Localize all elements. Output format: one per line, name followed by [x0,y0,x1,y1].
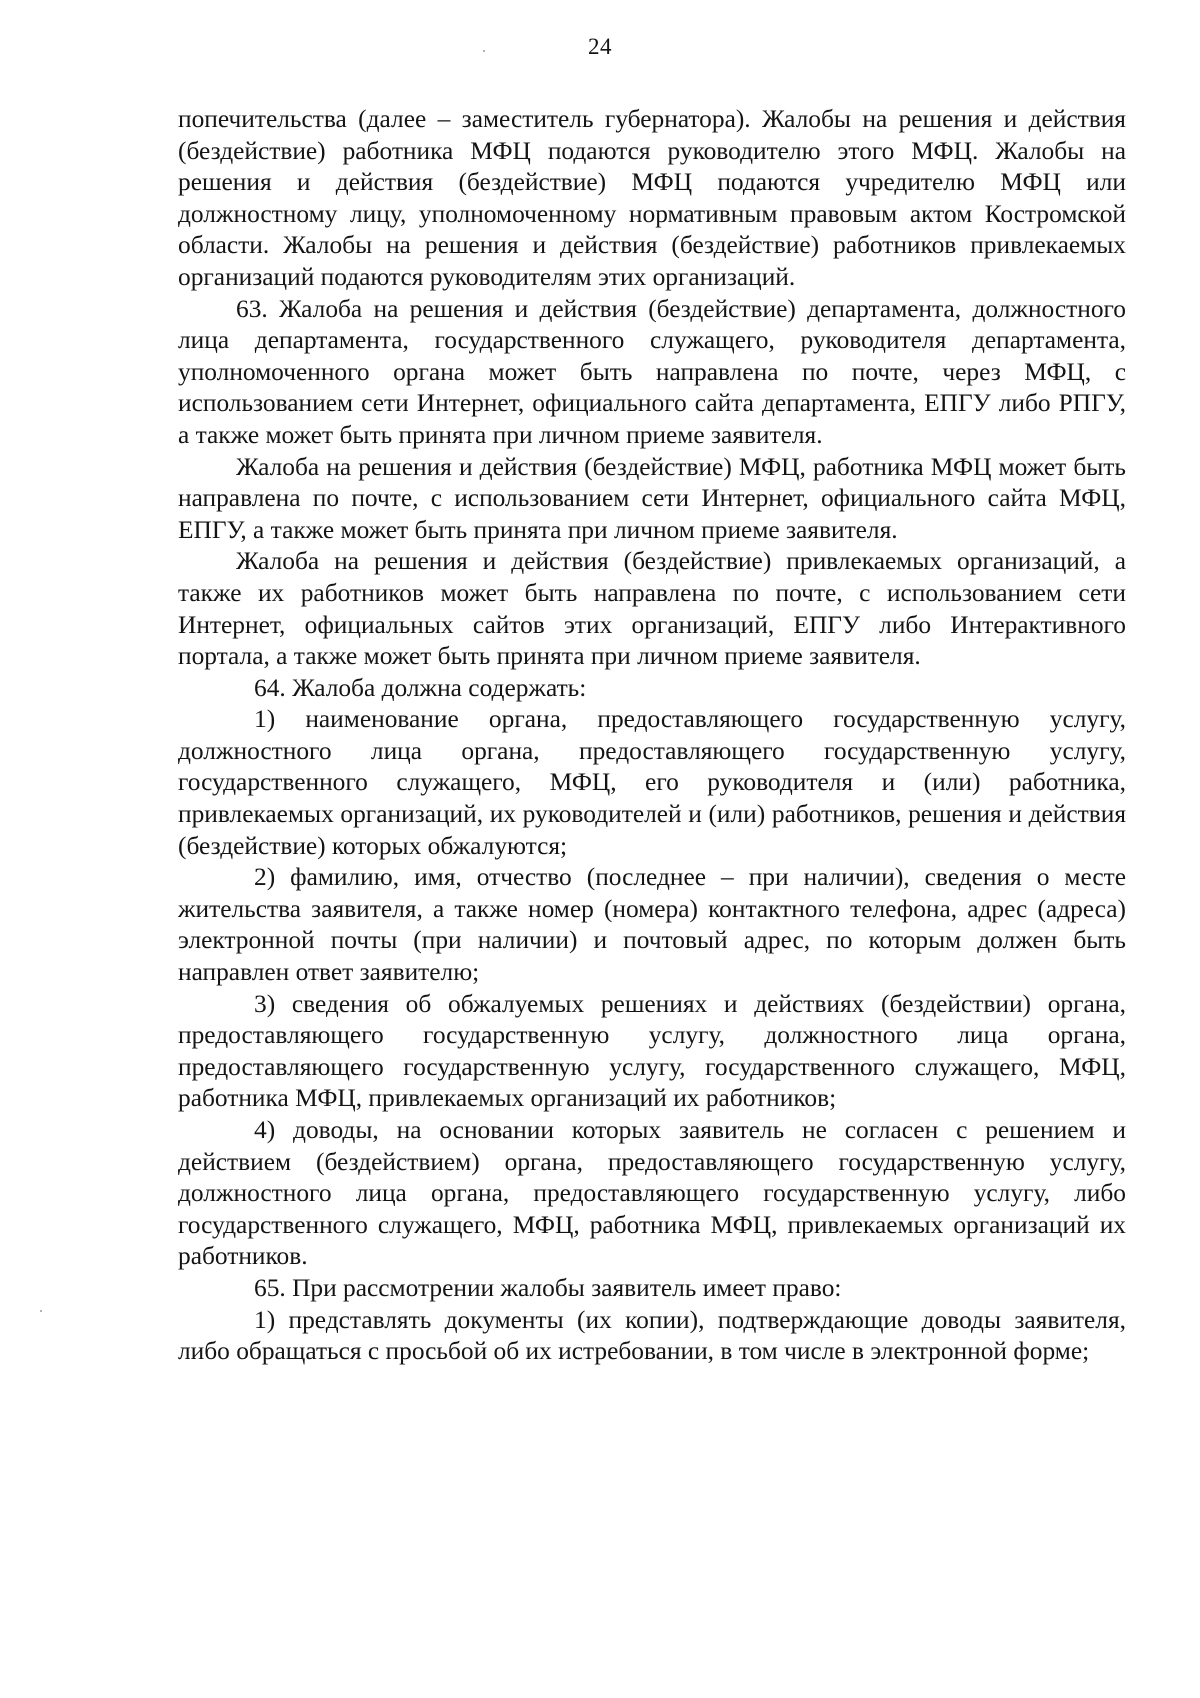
scan-speck [483,50,485,52]
paragraph-63: 63. Жалоба на решения и действия (бездействие) департамента, должностного лица департамента, государственного служащего, руководителя департамента, уполномоченного органа может быть направлена по почте, через МФЦ, с использованием сети Интернет, официального сайта департамента, ЕПГУ либо РПГУ, а также может быть принята при личном приеме заявителя. [178,294,1126,449]
list-item-64-1: 1) наименование органа, предоставляющего государственную услугу, должностного лица органа, предоставляющего государственную услугу, государственного служащего, МФЦ, его руководителя и (или) работника, привлекаемых организаций, их руководителей и (или) работников, решения и действия (бездействие) которых обжалуются; [178,705,1126,860]
paragraph-64: 64. Жалоба должна содержать: [254,673,587,702]
scan-speck [40,1310,42,1312]
paragraph-complaint-mfc: Жалоба на решения и действия (бездействие) МФЦ, работника МФЦ может быть направлена по почте, с использованием сети Интернет, официального сайта МФЦ, ЕПГУ, а также может быть принята при личном приеме заявителя. [178,452,1126,544]
list-item-65-1: 1) представлять документы (их копии), подтверждающие доводы заявителя, либо обращаться с просьбой об их истребовании, в том числе в электронной форме; [178,1305,1126,1366]
paragraph-65: 65. При рассмотрении жалобы заявитель имеет право: [254,1273,842,1302]
page-number: 24 [588,34,612,59]
paragraph-guardianship-continuation: попечительства (далее – заместитель губернатора). Жалобы на решения и действия (бездействие) работника МФЦ подаются руководителю этого МФЦ. Жалобы на решения и действия (бездействие) МФЦ подаются учредителю МФЦ или должностному лицу, уполномоченному нормативным правовым актом Костромской области. Жалобы на решения и действия (бездействие) работников привлекаемых организаций подаются руководителям этих организаций. [178,105,1126,291]
list-item-64-4: 4) доводы, на основании которых заявитель не согласен с решением и действием (бездействием) органа, предоставляющего государственную услугу, должностного лица органа, предоставляющего государственную услугу, либо государственного служащего, МФЦ, работника МФЦ, привлекаемых организаций их работников. [178,1116,1126,1271]
paragraph-complaint-organizations: Жалоба на решения и действия (бездействие) привлекаемых организаций, а также их работников может быть направлена по почте, с использованием сети Интернет, официальных сайтов этих организаций, ЕПГУ либо Интерактивного портала, а также может быть принята при личном приеме заявителя. [178,547,1126,671]
document-body [178,104,1126,1368]
list-item-64-3: 3) сведения об обжалуемых решениях и действиях (бездействии) органа, предоставляющего государственную услугу, должностного лица органа, предоставляющего государственную услугу, государственного служащего, МФЦ, работника МФЦ, привлекаемых организаций их работников; [178,989,1126,1113]
list-item-64-2: 2) фамилию, имя, отчество (последнее – при наличии), сведения о месте жительства заявителя, а также номер (номера) контактного телефона, адрес (адреса) электронной почты (при наличии) и почтовый адрес, по которым должен быть направлен ответ заявителю; [178,863,1126,987]
